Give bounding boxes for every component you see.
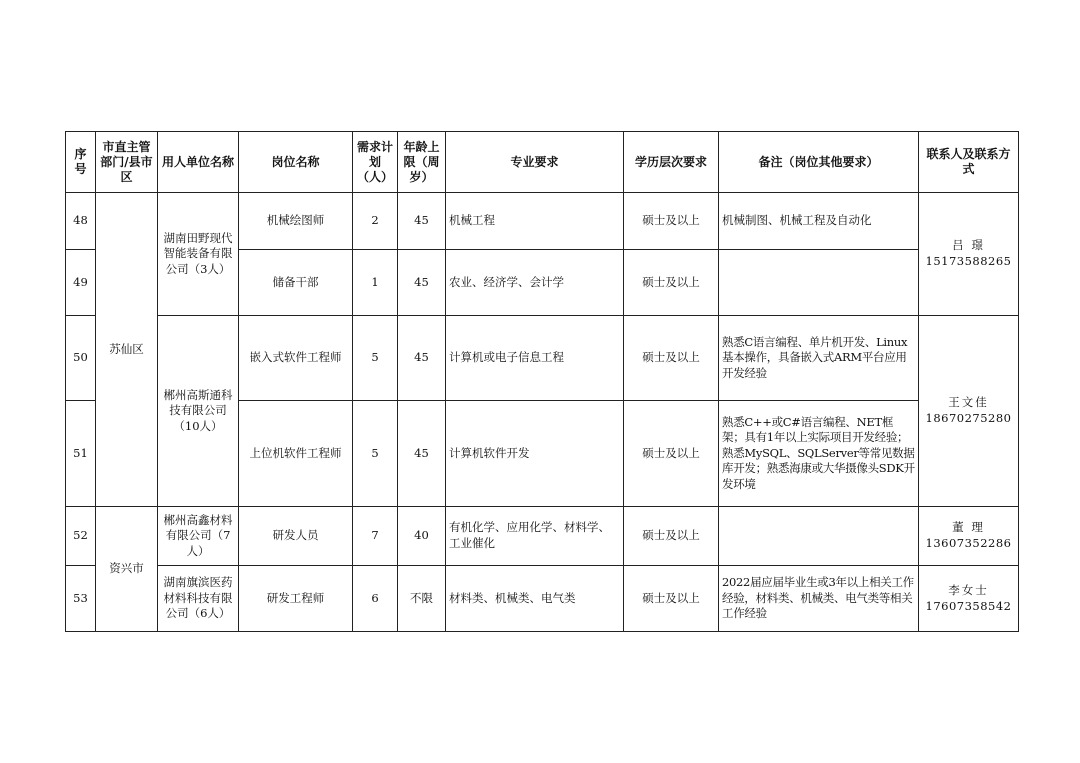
- contact-name: 王文佳: [948, 395, 989, 410]
- cell-post: 嵌入式软件工程师: [239, 316, 353, 401]
- table-row: [66, 316, 1019, 401]
- cell-note: [719, 250, 919, 316]
- cell-seq: 52: [66, 507, 96, 566]
- cell-region: 资兴市: [96, 507, 158, 632]
- cell-unit: 湖南田野现代智能装备有限公司（3人）: [158, 193, 239, 316]
- cell-contact: [919, 566, 1019, 632]
- cell-contact: [919, 316, 1019, 507]
- cell-post: 机械绘图师: [239, 193, 353, 250]
- cell-major: 农业、经济学、会计学: [446, 250, 624, 316]
- cell-age: 45: [398, 401, 446, 507]
- cell-unit: 湖南旗滨医药材料科技有限公司（6人）: [158, 566, 239, 632]
- cell-contact: [919, 507, 1019, 566]
- recruitment-table: [65, 131, 1019, 632]
- cell-edu: 硕士及以上: [624, 193, 719, 250]
- cell-major: 有机化学、应用化学、材料学、工业催化: [446, 507, 624, 566]
- header-dept: 市直主管部门/县市区: [96, 132, 158, 193]
- cell-edu: 硕士及以上: [624, 401, 719, 507]
- header-count: 需求计划（人）: [353, 132, 398, 193]
- header-post: 岗位名称: [239, 132, 353, 193]
- cell-post: 研发人员: [239, 507, 353, 566]
- cell-note: 熟悉C++或C#语言编程、NET框架；具有1年以上实际项目开发经验；熟悉MySQL、SQLServer等常见数据库开发；熟悉海康或大华摄像头SDK开发环境: [719, 401, 919, 507]
- table-row: [66, 566, 1019, 632]
- cell-seq: 49: [66, 250, 96, 316]
- contact-phone: 13607352286: [925, 536, 1012, 550]
- cell-count: 1: [353, 250, 398, 316]
- contact-name: 李女士: [948, 582, 989, 597]
- cell-age: 45: [398, 316, 446, 401]
- header-edu: 学历层次要求: [624, 132, 719, 193]
- cell-contact: [919, 193, 1019, 316]
- cell-count: 5: [353, 316, 398, 401]
- header-age: 年龄上限（周岁）: [398, 132, 446, 193]
- contact-phone: 18670275280: [925, 411, 1012, 425]
- cell-seq: 50: [66, 316, 96, 401]
- contact-name: 吕 璟: [952, 238, 985, 253]
- contact-phone: 17607358542: [925, 598, 1012, 613]
- cell-major: 材料类、机械类、电气类: [446, 566, 624, 632]
- cell-edu: 硕士及以上: [624, 566, 719, 632]
- cell-region: 苏仙区: [96, 193, 158, 507]
- cell-post: 上位机软件工程师: [239, 401, 353, 507]
- table-row: [66, 193, 1019, 250]
- cell-count: 5: [353, 401, 398, 507]
- cell-edu: 硕士及以上: [624, 250, 719, 316]
- cell-age: 45: [398, 193, 446, 250]
- cell-unit: 郴州高鑫材料有限公司（7人）: [158, 507, 239, 566]
- cell-age: 不限: [398, 566, 446, 632]
- cell-note: 熟悉C语言编程、单片机开发、Linux基本操作，具备嵌入式ARM平台应用开发经验: [719, 316, 919, 401]
- cell-seq: 51: [66, 401, 96, 507]
- cell-age: 40: [398, 507, 446, 566]
- header-major: 专业要求: [446, 132, 624, 193]
- contact-phone: 15173588265: [925, 254, 1012, 268]
- table-row: [66, 507, 1019, 566]
- cell-note: [719, 507, 919, 566]
- cell-post: 储备干部: [239, 250, 353, 316]
- header-seq: 序号: [66, 132, 96, 193]
- contact-name: 董 理: [952, 520, 985, 535]
- cell-note: 2022届应届毕业生或3年以上相关工作经验，材料类、机械类、电气类等相关工作经验: [719, 566, 919, 632]
- cell-edu: 硕士及以上: [624, 316, 719, 401]
- cell-note: 机械制图、机械工程及自动化: [719, 193, 919, 250]
- cell-major: 计算机或电子信息工程: [446, 316, 624, 401]
- cell-seq: 48: [66, 193, 96, 250]
- header-note: 备注（岗位其他要求）: [719, 132, 919, 193]
- cell-unit: 郴州高斯通科技有限公司（10人）: [158, 316, 239, 507]
- cell-seq: 53: [66, 566, 96, 632]
- cell-count: 6: [353, 566, 398, 632]
- cell-major: 机械工程: [446, 193, 624, 250]
- cell-post: 研发工程师: [239, 566, 353, 632]
- cell-count: 7: [353, 507, 398, 566]
- cell-count: 2: [353, 193, 398, 250]
- header-row: [66, 132, 1019, 193]
- header-contact: 联系人及联系方式: [919, 132, 1019, 193]
- cell-edu: 硕士及以上: [624, 507, 719, 566]
- header-unit: 用人单位名称: [158, 132, 239, 193]
- cell-age: 45: [398, 250, 446, 316]
- cell-major: 计算机软件开发: [446, 401, 624, 507]
